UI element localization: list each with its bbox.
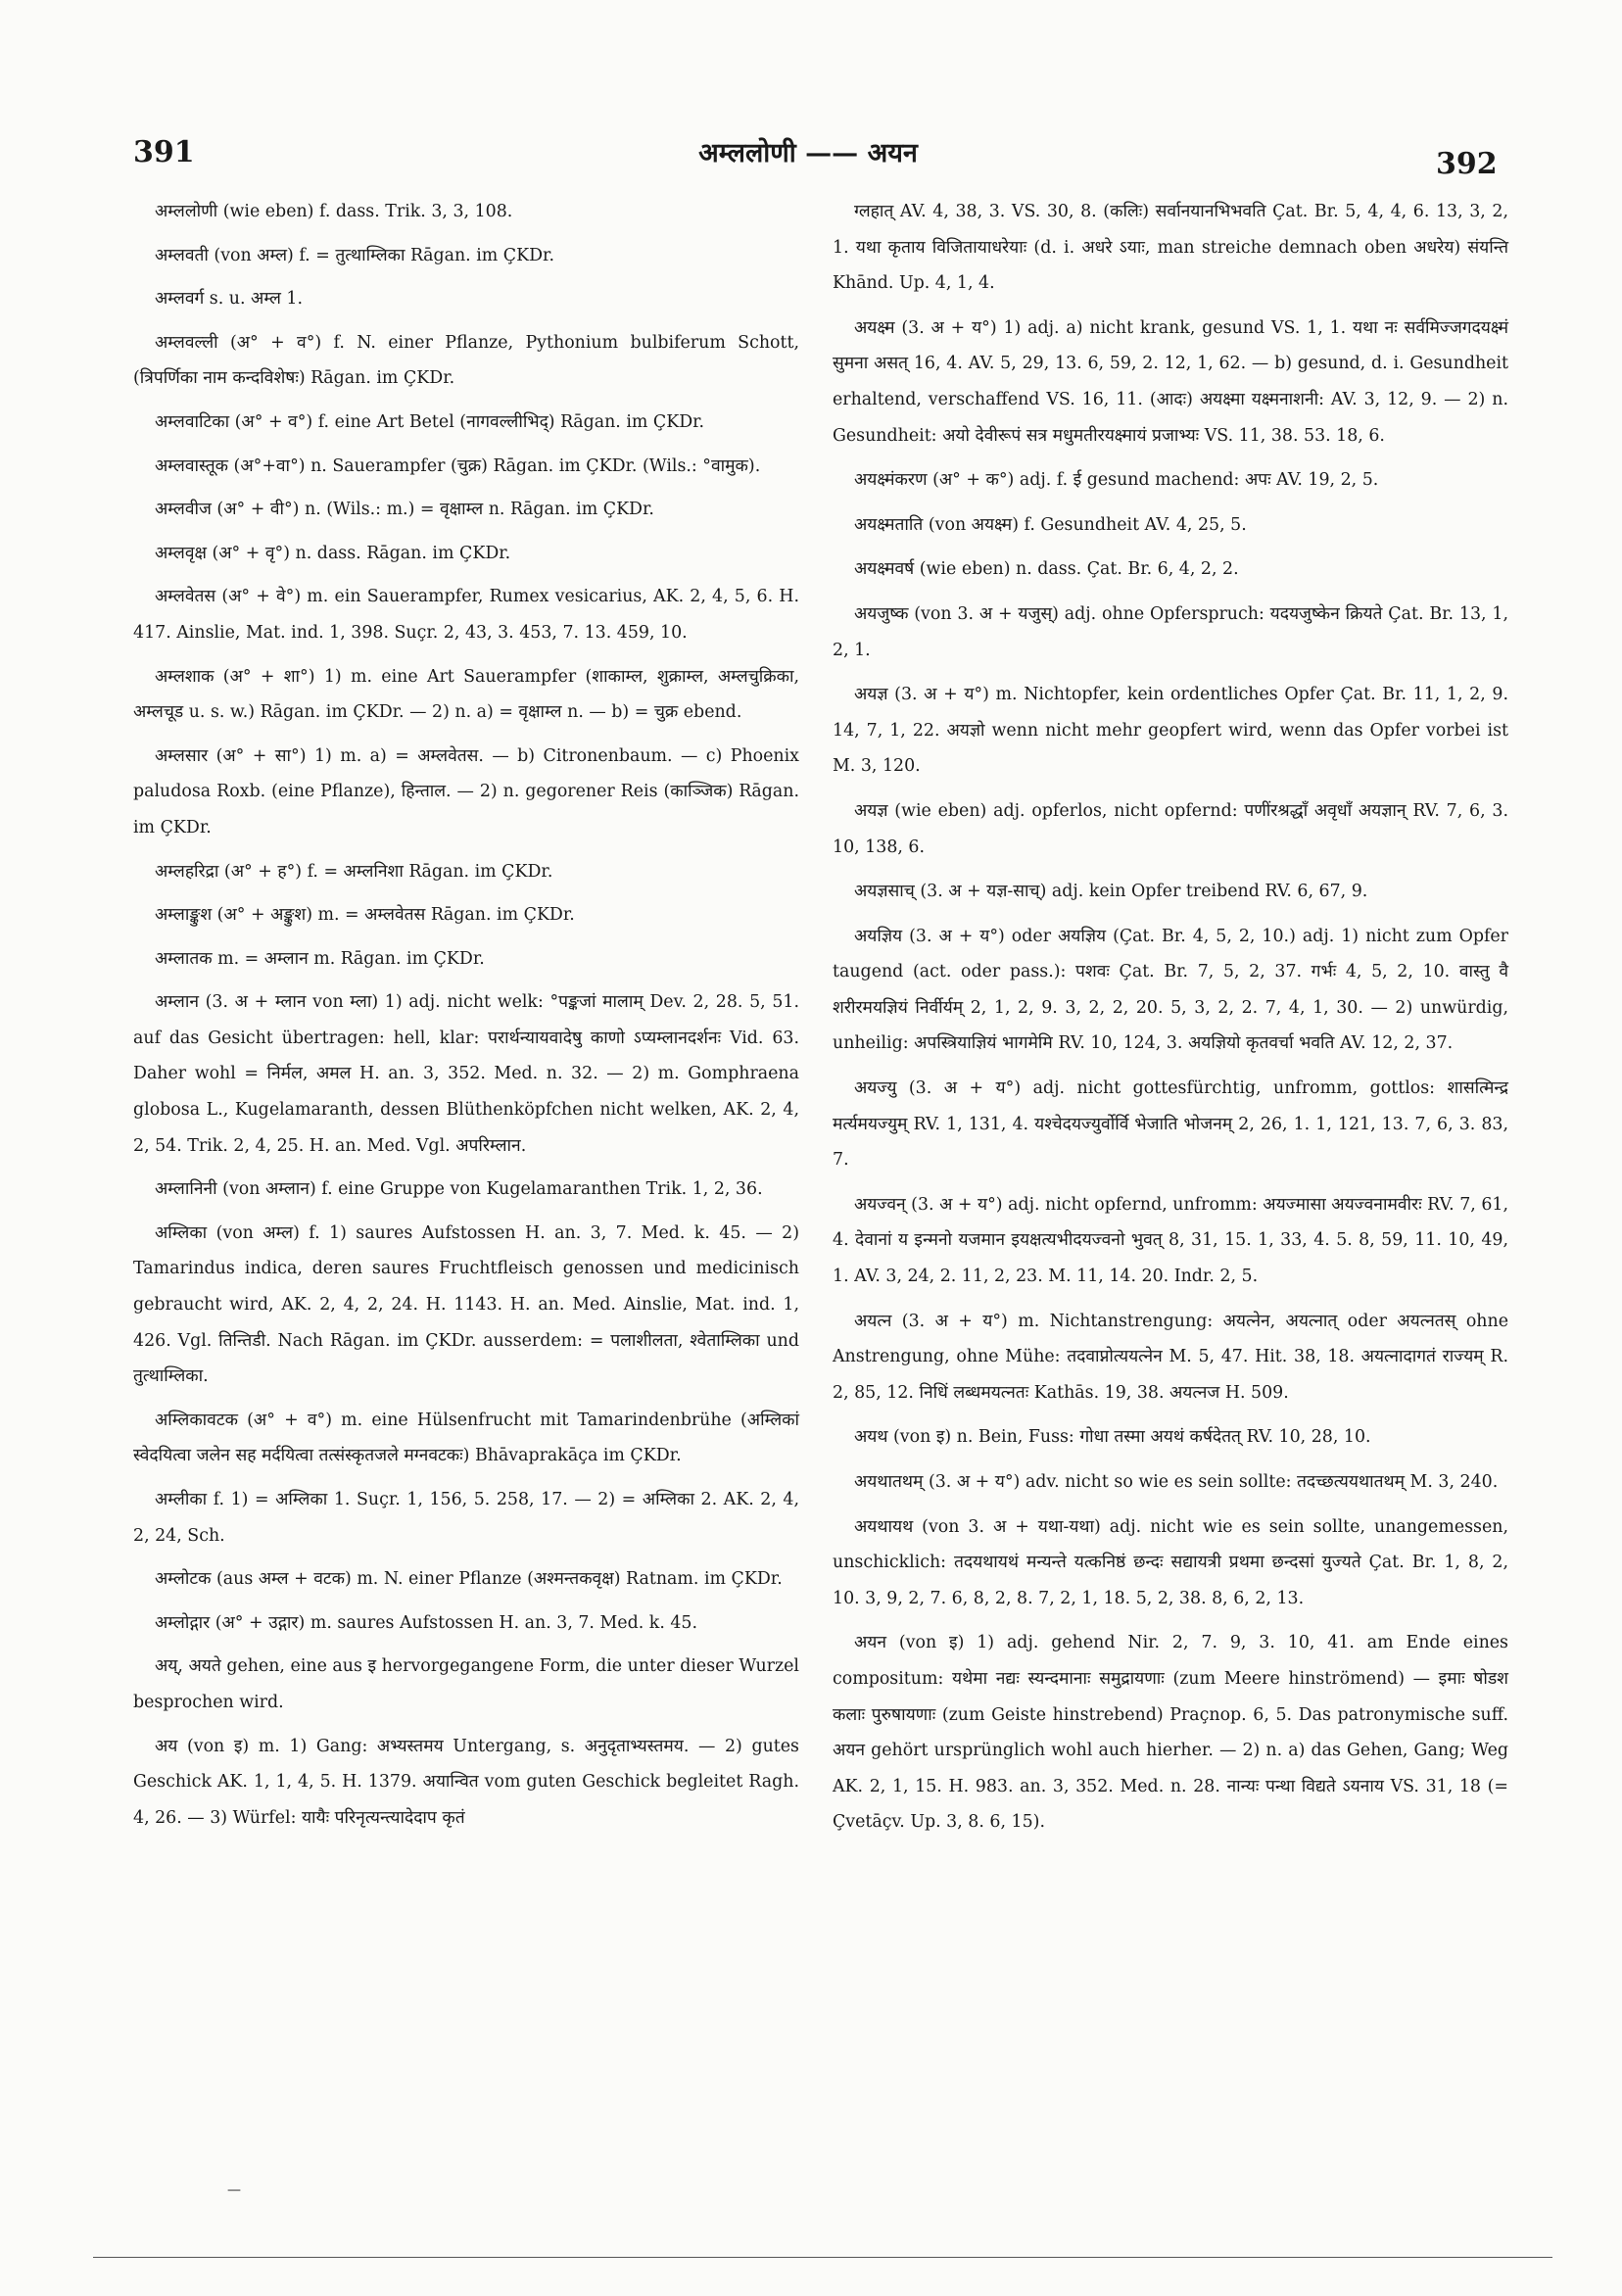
- page-header: [0, 125, 1622, 181]
- page-number-right: 392: [1436, 147, 1498, 181]
- dictionary-entry: अम्लान (3. अ + म्लान von म्ला) 1) adj. nicht welk: °पङ्कजां मालाम् Dev. 2, 28. 5, 51. auf das Gesicht übertragen: hell, klar: परार्थन्यायवादेषु काणो ऽप्यम्लानदर्शनः Vid. 63. Daher wohl = निर्मल, अमल H. an. 3, 352. Med. n. 32. — 2) m. Gomphraena globosa L., Kugelamaranth, dessen Blüthenköpfchen nicht welken, AK. 2, 4, 2, 54. Trik. 2, 4, 25. H. an. Med. Vgl. अपरिम्लान.: [133, 992, 799, 1156]
- left-column: [133, 194, 799, 1843]
- dictionary-entry: अम्लिका (von अम्ल) f. 1) saures Aufstossen H. an. 3, 7. Med. k. 45. — 2) Tamarindus indica, deren saures Fruchtfleisch genossen und medicinisch gebraucht wird, AK. 2, 4, 2, 24. H. 1143. H. an. Med. Ainslie, Mat. ind. 1, 426. Vgl. तिन्तिडी. Nach Rāgan. im ÇKDr. ausserdem: = पलाशीलता, श्वेताम्लिका und तुत्थाम्लिका.: [133, 1222, 799, 1387]
- footer-mark: —: [227, 2182, 241, 2198]
- dictionary-entry: अम्लोद्गार (अ° + उद्गार) m. saures Aufstossen H. an. 3, 7. Med. k. 45.: [155, 1612, 698, 1633]
- dictionary-entry: अयक्ष्मताति (von अयक्ष्म) f. Gesundheit AV. 4, 25, 5.: [854, 514, 1247, 535]
- dictionary-entry: अयथ (von इ) n. Bein, Fuss: गोधा तस्मा अयथं कर्षदेतत् RV. 10, 28, 10.: [854, 1427, 1371, 1448]
- dictionary-entry: अयज्ञ (3. अ + य°) m. Nichtopfer, kein ordentliches Opfer Çat. Br. 11, 1, 2, 9. 14, 7, 1, 22. अयज्ञो wenn nicht mehr geopfert wird, wenn das Opfer vorbei ist M. 3, 120.: [833, 685, 1508, 777]
- dictionary-entry: अम्लानिनी (von अम्लान) f. eine Gruppe von Kugelamaranthen Trik. 1, 2, 36.: [155, 1179, 763, 1200]
- dictionary-entry: अम्लवृक्ष (अ° + वृ°) n. dass. Rāgan. im ÇKDr.: [155, 543, 511, 563]
- dictionary-entry: अयन (von इ) 1) adj. gehend Nir. 2, 7. 9, 3. 10, 41. am Ende eines compositum: यथेमा नद्यः स्यन्दमानाः समुद्रायणाः (zum Meere hinströmend) — इमाः षोडश कलाः पुरुषायणाः (zum Geiste hinstrebend) Praçnop. 6, 5. Das patronymische suff. अयन gehört ursprünglich wohl auch hierher. — 2) n. a) das Gehen, Gang; Weg AK. 2, 1, 15. H. 983. an. 3, 352. Med. n. 28. नान्यः पन्था विद्यते ऽयनाय VS. 31, 18 (= Çvetāçv. Up. 3, 8. 6, 15).: [833, 1633, 1508, 1833]
- dictionary-entry: अयज्ञसाच् (3. अ + यज्ञ-साच्) adj. kein Opfer treibend RV. 6, 67, 9.: [854, 882, 1368, 902]
- dictionary-entry: अयज्वन् (3. अ + य°) adj. nicht opfernd, unfromm: अयज्मासा अयज्वनामवीरः RV. 7, 61, 4. देवानां य इन्मनो यजमान इयक्षत्यभीदयज्वनो भुवत् 8, 31, 15. 1, 33, 4. 5. 8, 59, 11. 10, 49, 1. AV. 3, 24, 2. 11, 2, 23. M. 11, 14. 20. Indr. 2, 5.: [833, 1194, 1508, 1287]
- dictionary-entry: अयक्ष्मंकरण (अ° + क°) adj. f. ई gesund machend: अपः AV. 19, 2, 5.: [854, 470, 1379, 491]
- dictionary-entry: अम्लोटक (aus अम्ल + वटक) m. N. einer Pflanze (अश्मन्तकवृक्ष) Ratnam. im ÇKDr.: [155, 1569, 783, 1590]
- dictionary-entry: अम्लाङ्कुश (अ° + अङ्कुश) m. = अम्लवेतस Rāgan. im ÇKDr.: [155, 905, 575, 926]
- dictionary-entry: अम्लातक m. = अम्लान m. Rāgan. im ÇKDr.: [155, 948, 485, 969]
- dictionary-entry: अम्लशाक (अ° + शा°) 1) m. eine Art Sauerampfer (शाकाम्ल, शुक्राम्ल, अम्लचुक्रिका, अम्लचूड u. s. w.) Rāgan. im ÇKDr. — 2) n. a) = वृक्षाम्ल n. — b) = चुक्र ebend.: [133, 666, 799, 723]
- dictionary-entry: अयत्न (3. अ + य°) m. Nichtanstrengung: अयत्नेन, अयत्नात् oder अयत्नतस् ohne Anstrengung, ohne Mühe: तदवाप्नोत्ययत्नेन M. 5, 47. Hit. 38, 18. अयत्नादागतं राज्यम् R. 2, 85, 12. निधिं लब्धमयत्नतः Kathās. 19, 38. अयत्नज H. 509.: [833, 1311, 1508, 1403]
- dictionary-entry: अयक्ष्मवर्ष (wie eben) n. dass. Çat. Br. 6, 4, 2, 2.: [854, 559, 1239, 580]
- dictionary-entry: अयथातथम् (3. अ + य°) adv. nicht so wie es sein sollte: तदच्छत्ययथातथम् M. 3, 240.: [854, 1472, 1499, 1492]
- dictionary-entry: अयक्ष्म (3. अ + य°) 1) adj. a) nicht krank, gesund VS. 1, 1. यथा नः सर्वमिज्जगदयक्ष्मं सुमना असत् 16, 4. AV. 5, 29, 13. 6, 59, 2. 12, 1, 62. — b) gesund, d. i. Gesundheit erhaltend, verschaffend VS. 16, 11. (आदः) अयक्ष्मा यक्ष्मनाशनी: AV. 3, 12, 9. — 2) n. Gesundheit: अयो देवीरूपं सत्र मधुमतीरयक्ष्मायं प्रजाभ्यः VS. 11, 38. 53. 18, 6.: [833, 317, 1508, 446]
- page-number-left: 391: [133, 135, 195, 169]
- dictionary-entry: अयथायथ (von 3. अ + यथा-यथा) adj. nicht wie es sein sollte, unangemessen, unschicklich: तदयथायथं मन्यन्ते यत्कनिष्ठं छन्दः सद्यायत्री प्रथमा छन्दसां युज्यते Çat. Br. 1, 8, 2, 10. 3, 9, 2, 7. 6, 8, 2, 8. 7, 2, 1, 18. 5, 2, 38. 8, 6, 2, 13.: [833, 1516, 1508, 1608]
- dictionary-entry: अयज्यु (3. अ + य°) adj. nicht gottesfürchtig, unfromm, gottlos: शासत्मिन्द्र मर्त्यमयज्युम् RV. 1, 131, 4. यश्चेदयज्युर्वोर्वि भेजाति भोजनम् 2, 26, 1. 1, 121, 13. 7, 6, 3. 83, 7.: [833, 1078, 1508, 1171]
- dictionary-entry: अय (von इ) m. 1) Gang: अभ्यस्तमय Untergang, s. अनुदृताभ्यस्तमय. — 2) gutes Geschick AK. 1, 1, 4, 5. H. 1379. अयान्वित vom guten Geschick begleitet Ragh. 4, 26. — 3) Würfel: यायैः परिनृत्यन्त्यादेदाप कृतं: [133, 1736, 799, 1828]
- dictionary-entry: अम्ललोणी (wie eben) f. dass. Trik. 3, 3, 108.: [155, 202, 513, 221]
- dictionary-entry: ग्लहात् AV. 4, 38, 3. VS. 30, 8. (कलिः) सर्वानयानभिभवति Çat. Br. 5, 4, 4, 6. 13, 3, 2, 1. यथा कृताय विजितायाधरेयाः (d. i. अधरे ऽयाः, man streiche demnach oben अधरेय) संयन्ति Khānd. Up. 4, 1, 4.: [833, 202, 1508, 294]
- dictionary-entry: अम्लवती (von अम्ल) f. = तुत्थाम्लिका Rāgan. im ÇKDr.: [155, 245, 554, 265]
- dictionary-entry: अयज्ञ (wie eben) adj. opferlos, nicht opfernd: पणींरश्रद्धाँ अवृधाँ अयज्ञान् RV. 7, 6, 3. 10, 138, 6.: [833, 800, 1508, 857]
- dictionary-entry: अम्लिकावटक (अ° + व°) m. eine Hülsenfrucht mit Tamarindenbrühe (अम्लिकां स्वेदयित्वा जलेन सह मर्दयित्वा तत्संस्कृतजले मग्नवटकः) Bhāvaprakāça im ÇKDr.: [133, 1410, 799, 1466]
- dictionary-entry: अम्लवर्ग s. u. अम्ल 1.: [155, 289, 303, 310]
- dictionary-entry: अम्लवीज (अ° + वी°) n. (Wils.: m.) = वृक्षाम्ल n. Rāgan. im ÇKDr.: [155, 500, 654, 520]
- dictionary-entry: अम्लहरिद्रा (अ° + ह°) f. = अम्लनिशा Rāgan. im ÇKDr.: [155, 861, 553, 882]
- dictionary-entry: अय्, अयते gehen, eine aus इ hervorgegangene Form, die unter dieser Wurzel besprochen wird.: [133, 1656, 799, 1712]
- dictionary-entry: अयज्ञिय (3. अ + य°) oder अयज्ञिय (Çat. Br. 4, 5, 2, 10.) adj. 1) nicht zum Opfer taugend (act. oder pass.): पशवः Çat. Br. 7, 5, 2, 37. गर्भः 4, 5, 2, 10. वास्तु वै शरीरमयज्ञियं निर्वीर्यम् 2, 1, 2, 9. 3, 2, 2, 20. 5, 3, 2, 2. 7, 4, 1, 30. — 2) unwürdig, unheilig: अपस्त्रियाज्ञियं भागमेमि RV. 10, 124, 3. अयज्ञियो कृतवर्चा भवति AV. 12, 2, 37.: [833, 926, 1508, 1054]
- bottom-rule: [93, 2257, 1552, 2258]
- dictionary-entry: अम्लवास्तूक (अ°+वा°) n. Sauerampfer (चुक्र) Rāgan. im ÇKDr. (Wils.: °वामुक).: [155, 455, 761, 476]
- running-title: अम्ललोणी —— अयन: [698, 138, 918, 168]
- dictionary-entry: अम्लवल्ली (अ° + व°) f. N. einer Pflanze, Pythonium bulbiferum Schott, (त्रिपर्णिका नाम कन्दविशेषः) Rāgan. im ÇKDr.: [133, 332, 799, 389]
- dictionary-entry: अम्लवाटिका (अ° + व°) f. eine Art Betel (नागवल्लीभिद्) Rāgan. im ÇKDr.: [155, 411, 705, 432]
- right-column: [833, 194, 1508, 1849]
- dictionary-entry: अयजुष्क (von 3. अ + यजुस्) adj. ohne Opferspruch: यदयजुष्केन क्रियते Çat. Br. 13, 1, 2, 1.: [833, 603, 1508, 660]
- dictionary-entry: अम्लसार (अ° + सा°) 1) m. a) = अम्लवेतस. — b) Citronenbaum. — c) Phoenix paludosa Roxb. (eine Pflanze), हिन्ताल. — 2) n. gegorener Reis (काञ्जिक) Rāgan. im ÇKDr.: [133, 745, 799, 837]
- dictionary-entry: अम्लीका f. 1) = अम्लिका 1. Suçr. 1, 156, 5. 258, 17. — 2) = अम्लिका 2. AK. 2, 4, 2, 24, Sch.: [133, 1490, 799, 1546]
- dictionary-entry: अम्लवेतस (अ° + वे°) m. ein Sauerampfer, Rumex vesicarius, AK. 2, 4, 5, 6. H. 417. Ainslie, Mat. ind. 1, 398. Suçr. 2, 43, 3. 453, 7. 13. 459, 10.: [133, 587, 799, 643]
